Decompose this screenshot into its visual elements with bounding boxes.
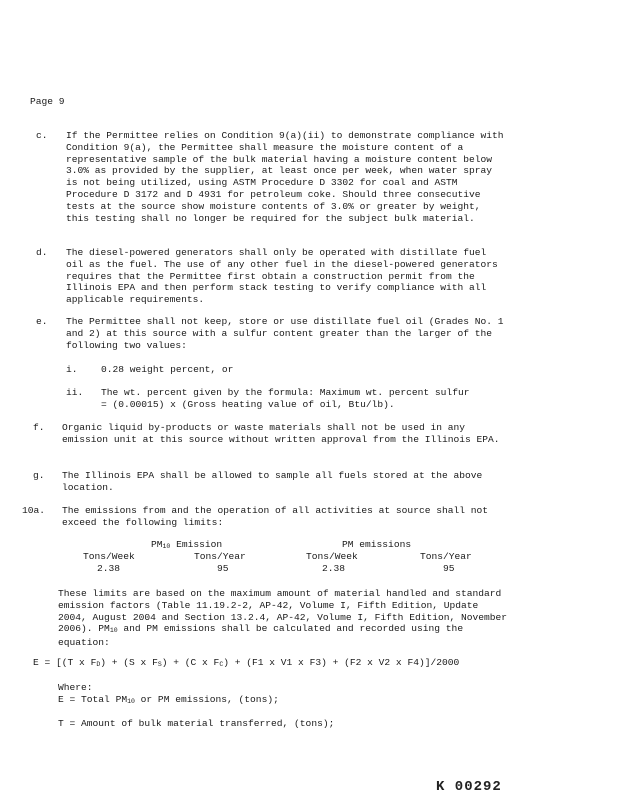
definition-e: E = Total PM10 or PM emissions, (tons); (58, 694, 279, 705)
table-cell-value: 95 (443, 563, 455, 574)
table-cell-value: 2.38 (322, 563, 346, 574)
item-g-label: g. (33, 470, 45, 481)
table-column-header: Tons/Week (83, 551, 135, 562)
item-d-text: The diesel-powered generators shall only be operated with distillate fuel oil as the fuel. The use of any other fuel in the diesel-powered generators requires that the Permittee first obtain a construction permit from the Illinois EPA and then perform stack testing to verify compliance with all applicable requirements. (66, 247, 498, 306)
item-c-text: If the Permittee relies on Condition 9(a)(ii) to demonstrate compliance with Condition 9(a), the Permittee shall measure the moisture content of a representative sample of the bulk material having a moisture content below 3.0% as provided by the supplier, at least once per week, when water spray is not being utilized, using ASTM Procedure D 3302 for coal and ASTM Procedure D 3172 and D 4931 for petroleum coke. Should three consecutive tests at the source show moisture contents of 3.0% or greater by weight, this testing shall no longer be required for the subject bulk material. (66, 130, 504, 224)
table-column-header: Tons/Year (420, 551, 472, 562)
where-heading: Where: (58, 682, 93, 693)
item-g-text: The Illinois EPA shall be allowed to sample all fuels stored at the above location. (62, 470, 483, 493)
table-group-header-pm: PM emissions (342, 539, 412, 550)
emission-equation: E = [(T x FD) + (S x FS) + (C x FC) + (F1 x V1 x F3) + (F2 x V2 x F4)]/2000 (33, 657, 460, 668)
table-column-header: Tons/Week (306, 551, 358, 562)
subitem-ii-label: ii. (66, 387, 84, 398)
item-10a-text: The emissions from and the operation of all activities at source shall not exceed the following limits: (62, 505, 489, 528)
table-cell-value: 2.38 (97, 563, 121, 574)
subitem-i-text: 0.28 weight percent, or (101, 364, 234, 375)
item-d-label: d. (36, 247, 48, 258)
limits-basis-paragraph: These limits are based on the maximum amount of material handled and standard emission factors (Table 11.19.2-2, AP-42, Volume I, Fifth Edition, Update 2004, August 2004 and Section 13.2.4, AP-42, Volume I, Fifth Edition, November 2006). PM10 and PM emissions shall be calculated and recorded using the equation: (58, 588, 508, 649)
table-group-header-pm10: PM10 Emission (151, 539, 223, 550)
table-column-header: Tons/Year (194, 551, 246, 562)
item-e-text: The Permittee shall not keep, store or use distillate fuel oil (Grades No. 1 and 2) at this source with a sulfur content greater than the larger of the following two values: (66, 316, 504, 351)
item-10a-label: 10a. (22, 505, 46, 516)
item-e-label: e. (36, 316, 48, 327)
page-number: Page 9 (30, 96, 65, 107)
table-cell-value: 95 (217, 563, 229, 574)
subitem-ii-line1: The wt. percent given by the formula: Maximum wt. percent sulfur (101, 387, 470, 398)
item-f-text: Organic liquid by-products or waste materials shall not be used in any emission unit at this source without written approval from the Illinois EPA. (62, 422, 500, 445)
subitem-i-label: i. (66, 364, 78, 375)
subitem-ii-line2: = (0.00015) x (Gross heating value of oil, Btu/lb). (101, 399, 395, 410)
definition-t: T = Amount of bulk material transferred, (tons); (58, 718, 335, 729)
scan-stamp-mark: K 00292 (436, 779, 502, 795)
item-f-label: f. (33, 422, 45, 433)
item-c-label: c. (36, 130, 48, 141)
